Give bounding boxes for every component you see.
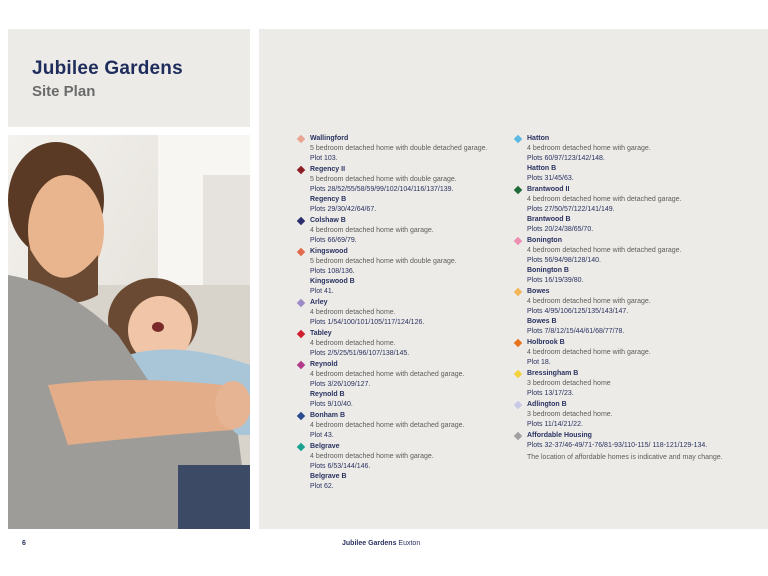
house-type-description: 4 bedroom detached home. — [310, 340, 396, 347]
color-swatch-icon — [297, 361, 305, 369]
house-type-entry — [515, 287, 755, 337]
plot-numbers: Plots 13/17/23. — [527, 390, 574, 397]
affordable-note: The location of affordable homes is indicative and may change. — [527, 454, 723, 461]
color-swatch-icon — [514, 186, 522, 194]
color-swatch-icon — [297, 299, 305, 307]
color-swatch-icon — [514, 237, 522, 245]
variant-name: Reynold B — [310, 391, 345, 398]
variant-plot-numbers: Plot 62. — [310, 483, 334, 490]
house-type-entry — [515, 338, 755, 368]
color-swatch-icon — [514, 339, 522, 347]
house-type-entry — [298, 411, 518, 441]
variant-plot-numbers: Plots 9/10/40. — [310, 401, 353, 408]
plot-numbers: Plots 27/50/57/122/141/149. — [527, 206, 615, 213]
house-type-entry — [298, 165, 518, 215]
house-type-list-left — [298, 134, 518, 493]
page-title: Jubilee Gardens — [32, 58, 183, 79]
house-type-description: 4 bedroom detached home with garage. — [527, 145, 651, 152]
plot-numbers: Plots 32-37/46-49/71-76/81-93/110-115/ 118-121/129-134. — [527, 442, 708, 449]
house-type-entry — [515, 431, 755, 463]
house-type-entry — [298, 360, 518, 410]
plot-numbers: Plots 60/97/123/142/148. — [527, 155, 605, 162]
title-card — [8, 29, 250, 127]
plot-numbers: Plot 18. — [527, 359, 551, 366]
house-type-description: 3 bedroom detached home — [527, 380, 611, 387]
color-swatch-icon — [514, 135, 522, 143]
variant-plot-numbers: Plots 16/19/39/80. — [527, 277, 584, 284]
house-type-entry — [515, 185, 755, 235]
house-type-name: Regency II — [310, 166, 346, 173]
house-type-description: 4 bedroom detached home with detached garage. — [527, 247, 682, 254]
house-type-entry — [298, 134, 518, 164]
variant-name: Kingswood B — [310, 278, 355, 285]
color-swatch-icon — [297, 443, 305, 451]
plot-numbers: Plot 43. — [310, 432, 334, 439]
house-type-name: Adlington B — [527, 401, 567, 408]
house-type-name: Kingswood — [310, 248, 348, 255]
footer-development-name: Jubilee Gardens — [342, 540, 397, 547]
variant-plot-numbers: Plots 29/30/42/64/67. — [310, 206, 377, 213]
color-swatch-icon — [297, 330, 305, 338]
variant-plot-numbers: Plots 31/45/63. — [527, 175, 574, 182]
color-swatch-icon — [514, 401, 522, 409]
house-type-name: Brantwood II — [527, 186, 570, 193]
footer-title — [342, 540, 420, 547]
house-type-description: 4 bedroom detached home. — [310, 309, 396, 316]
house-type-description: 4 bedroom detached home with detached garage. — [310, 371, 465, 378]
house-type-name: Affordable Housing — [527, 432, 592, 439]
variant-name: Belgrave B — [310, 473, 347, 480]
house-type-entry — [298, 247, 518, 297]
house-type-description: 5 bedroom detached home with double garage. — [310, 258, 457, 265]
color-swatch-icon — [514, 288, 522, 296]
plot-numbers: Plots 6/53/144/146. — [310, 463, 371, 470]
house-type-description: 3 bedroom detached home. — [527, 411, 613, 418]
color-swatch-icon — [297, 412, 305, 420]
house-type-name: Bonington — [527, 237, 562, 244]
house-type-name: Bonham B — [310, 412, 345, 419]
color-swatch-icon — [514, 432, 522, 440]
house-type-description: 4 bedroom detached home with garage. — [527, 298, 651, 305]
house-type-name: Bowes — [527, 288, 550, 295]
house-type-list-right — [515, 134, 755, 464]
house-type-entry — [298, 442, 518, 492]
site-plan-key-panel — [259, 29, 768, 529]
plot-numbers: Plots 56/94/98/128/140. — [527, 257, 601, 264]
house-type-description: 4 bedroom detached home with garage. — [527, 349, 651, 356]
variant-plot-numbers: Plots 7/8/12/15/44/61/68/77/78. — [527, 328, 625, 335]
house-type-name: Hatton — [527, 135, 550, 142]
color-swatch-icon — [297, 248, 305, 256]
house-type-description: 5 bedroom detached home with double detached garage. — [310, 145, 488, 152]
house-type-entry — [515, 369, 755, 399]
house-type-name: Wallingford — [310, 135, 349, 142]
plot-numbers: Plot 103. — [310, 155, 338, 162]
color-swatch-icon — [514, 370, 522, 378]
variant-name: Brantwood B — [527, 216, 571, 223]
house-type-name: Reynold — [310, 361, 338, 368]
house-type-name: Tabley — [310, 330, 332, 337]
plot-numbers: Plots 3/26/109/127. — [310, 381, 371, 388]
house-type-entry — [298, 329, 518, 359]
plot-numbers: Plots 66/69/79. — [310, 237, 357, 244]
plot-numbers: Plots 108/136. — [310, 268, 355, 275]
color-swatch-icon — [297, 166, 305, 174]
house-type-name: Holbrook B — [527, 339, 565, 346]
color-swatch-icon — [297, 135, 305, 143]
house-type-name: Belgrave — [310, 443, 340, 450]
variant-plot-numbers: Plots 20/24/38/65/70. — [527, 226, 594, 233]
house-type-entry — [515, 400, 755, 430]
variant-name: Regency B — [310, 196, 347, 203]
variant-name: Bowes B — [527, 318, 557, 325]
plot-numbers: Plots 4/95/106/125/135/143/147. — [527, 308, 629, 315]
page-subtitle: Site Plan — [32, 83, 96, 100]
house-type-description: 5 bedroom detached home with double garage. — [310, 176, 457, 183]
house-type-entry — [298, 298, 518, 328]
plot-numbers: Plots 11/14/21/22. — [527, 421, 583, 428]
footer-location: Euxton — [398, 540, 421, 547]
plot-numbers: Plots 2/5/25/51/96/107/138/145. — [310, 350, 410, 357]
house-type-description: 4 bedroom detached home with detached garage. — [310, 422, 465, 429]
plot-numbers: Plots 28/52/55/58/59/99/102/104/116/137/139. — [310, 186, 454, 193]
house-type-description: 4 bedroom detached home with detached garage. — [527, 196, 682, 203]
house-type-description: 4 bedroom detached home with garage. — [310, 227, 434, 234]
page-number: 6 — [22, 540, 26, 547]
plot-numbers: Plots 1/54/100/101/105/117/124/126. — [310, 319, 425, 326]
house-type-name: Colshaw B — [310, 217, 346, 224]
house-type-name: Bressingham B — [527, 370, 579, 377]
house-type-entry — [515, 134, 755, 184]
variant-name: Hatton B — [527, 165, 557, 172]
variant-name: Bonington B — [527, 267, 569, 274]
house-type-description: 4 bedroom detached home with garage. — [310, 453, 434, 460]
variant-plot-numbers: Plot 41. — [310, 288, 334, 295]
family-photo — [8, 135, 250, 529]
color-swatch-icon — [297, 217, 305, 225]
house-type-entry — [298, 216, 518, 246]
house-type-entry — [515, 236, 755, 286]
house-type-name: Arley — [310, 299, 328, 306]
